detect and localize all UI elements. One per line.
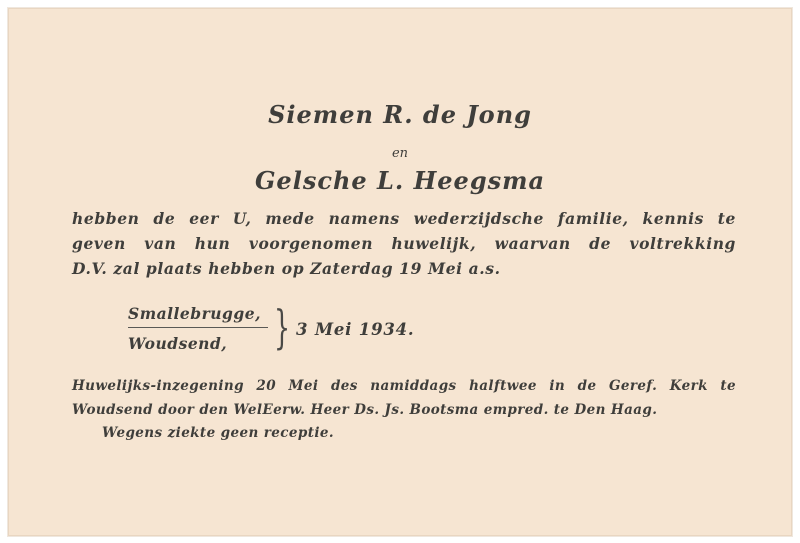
places-block xyxy=(128,304,278,353)
announcement-date: 3 Mei 1934. xyxy=(296,320,415,339)
conjunction: en xyxy=(391,146,409,161)
brace-symbol: } xyxy=(274,300,291,354)
ceremony-line: Woudsend door den WelEerw. Heer Ds. Js. Bootsma empred. te Den Haag. xyxy=(72,402,658,418)
announcement-text xyxy=(72,206,736,281)
ceremony-text xyxy=(72,374,736,422)
reception-note: Wegens ziekte geen receptie. xyxy=(102,425,334,441)
place-smallebrugge: Smallebrugge, xyxy=(128,304,268,328)
announcement-line: geven van hun voorgenomen huwelijk, waarvan de voltrekking xyxy=(72,234,736,253)
ceremony-line: Huwelijks-inzegening 20 Mei des namiddags halftwee in de Geref. Kerk te xyxy=(72,378,736,394)
announcement-line: D.V. zal plaats hebben op Zaterdag 19 Mei a.s. xyxy=(72,259,501,278)
place-woudsend: Woudsend, xyxy=(128,334,228,353)
announcement-line: hebben de eer U, mede namens wederzijdsche familie, kennis te xyxy=(72,209,736,228)
groom-name: Siemen R. de Jong xyxy=(268,100,532,129)
invitation-card xyxy=(8,8,792,536)
bride-name: Gelsche L. Heegsma xyxy=(254,166,546,195)
